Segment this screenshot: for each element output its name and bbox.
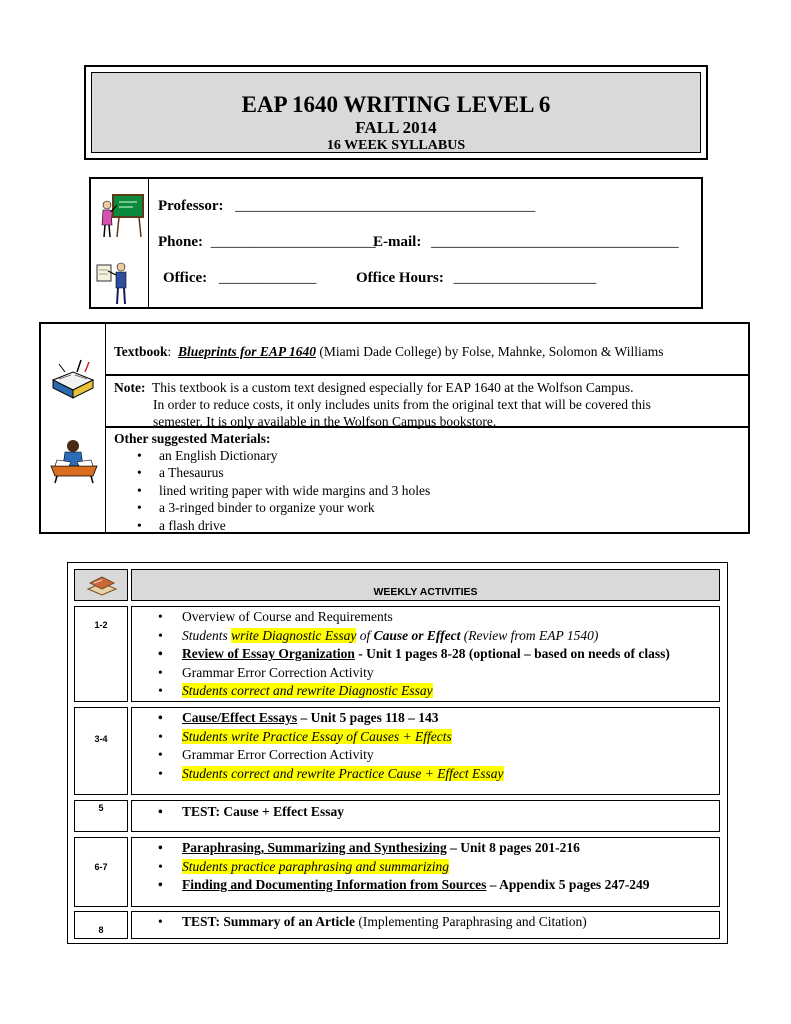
highlighted-text: Students write Practice Essay of Causes + Effects: [182, 728, 452, 744]
materials-list: [114, 447, 430, 534]
list-item: [182, 664, 719, 683]
week-number: 3-4: [94, 734, 108, 744]
course-term: FALL 2014: [355, 118, 437, 137]
list-item: • a 3-ringed binder to organize your work: [159, 499, 430, 516]
list-item: [182, 746, 719, 765]
professor-blank: ________________________________________: [235, 198, 536, 214]
activity-text: Overview of Course and Requirements: [182, 609, 393, 624]
textbook-box: [39, 322, 750, 534]
weekly-header: WEEKLY ACTIVITIES: [373, 586, 478, 598]
materials-section: [114, 430, 430, 534]
activity-text: Grammar Error Correction Activity: [182, 747, 374, 763]
office-hours-label: Office Hours:: [356, 270, 444, 286]
office-hours-row: [356, 270, 596, 287]
textbook-label: Textbook: [114, 344, 168, 359]
phone-label: Phone:: [158, 234, 203, 250]
list-item: [182, 839, 719, 858]
activity-text: Review of Essay Organization: [182, 646, 355, 662]
professor-row: [158, 198, 535, 215]
week-number: 6-7: [94, 862, 108, 872]
activity-text: Finding and Documenting Information from Sources: [182, 877, 487, 893]
activity-text: – Unit 5 pages 118 – 143: [297, 710, 439, 725]
activity-text: TEST: Cause + Effect Essay: [182, 804, 344, 819]
phone-blank: ______________________: [210, 234, 376, 250]
list-item: [182, 627, 719, 646]
teacher-chalkboard-icon: [95, 193, 147, 243]
list-item: [182, 765, 719, 784]
book-stack-icon: [85, 573, 119, 597]
list-item: [182, 913, 719, 932]
activity-list: [132, 803, 719, 822]
header-icon-cell: [74, 569, 128, 601]
week-cell: [74, 606, 128, 702]
phone-row: [158, 234, 376, 251]
activity-list: [132, 709, 719, 783]
activities-cell: [131, 837, 720, 907]
email-row: [373, 234, 679, 251]
textbook-note: [114, 379, 651, 430]
divider: [106, 374, 748, 376]
highlighted-text: Students practice paraphrasing and summarizing: [182, 858, 450, 874]
activity-text: Paraphrasing, Summarizing and Synthesizing: [182, 840, 447, 855]
week-cell: [74, 707, 128, 795]
weekly-activities-table: [67, 562, 728, 944]
course-title: EAP 1640 WRITING LEVEL 6: [241, 92, 551, 117]
activity-text: – Unit 8 pages 201-216: [446, 840, 580, 855]
week-cell: [74, 800, 128, 832]
activities-cell: [131, 707, 720, 795]
email-label: E-mail:: [373, 234, 422, 250]
divider: [106, 426, 748, 428]
textbook-colon: :: [167, 344, 172, 359]
student-studying-icon: [47, 436, 101, 484]
activity-text: Cause or Effect: [373, 627, 461, 643]
week-number: 1-2: [94, 620, 108, 630]
weekly-header-cell: [131, 569, 720, 601]
activity-text: - Unit 1 pages 8-28 (optional – based on needs of class): [354, 646, 670, 662]
week-number: 5: [98, 803, 104, 813]
professor-info-box: [89, 177, 703, 309]
activity-text: of: [356, 627, 374, 643]
title-box: [84, 65, 708, 160]
highlighted-text: Students correct and rewrite Diagnostic Essay: [182, 683, 433, 699]
list-item: [182, 876, 719, 895]
note-line-1: This textbook is a custom text designed especially for EAP 1640 at the Wolfson Campus.: [152, 380, 634, 395]
professor-illustrations: [91, 179, 149, 307]
activity-list: [132, 608, 719, 701]
activity-text: Students: [182, 627, 232, 643]
office-blank: _____________: [218, 270, 317, 286]
activity-text: Grammar Error Correction Activity: [182, 664, 374, 680]
list-item: • lined writing paper with wide margins and 3 holes: [159, 482, 430, 499]
note-line-2: In order to reduce costs, it only includes units from the original text that will be covered this: [153, 397, 651, 412]
teacher-pointer-icon: [95, 259, 147, 309]
list-item: [182, 645, 719, 664]
activity-text: Cause/Effect Essays: [182, 710, 298, 725]
week-cell: [74, 837, 128, 907]
list-item: [182, 858, 719, 877]
activity-text: (Implementing Paraphrasing and Citation): [355, 914, 587, 929]
activity-list: [132, 839, 719, 895]
textbook-line: [114, 343, 664, 360]
highlighted-text: write Diagnostic Essay: [231, 627, 357, 643]
textbook-illustrations: [41, 324, 106, 532]
email-blank: _________________________________: [431, 234, 679, 250]
list-item: [182, 682, 719, 701]
list-item: • a flash drive: [159, 517, 430, 534]
course-subtitle: 16 WEEK SYLLABUS: [326, 138, 466, 153]
textbook-details: (Miami Dade College) by Folse, Mahnke, Solomon & Williams: [315, 344, 664, 359]
list-item: [182, 709, 719, 728]
highlighted-text: Students correct and rewrite Practice Cause + Effect Essay: [182, 765, 504, 781]
activity-list: [132, 913, 719, 932]
list-item: [182, 803, 719, 822]
activity-text: (Review from EAP 1540): [460, 627, 599, 643]
list-item: • an English Dictionary: [159, 447, 430, 464]
professor-label: Professor:: [158, 198, 224, 214]
note-line-3: semester. It is only available in the Wolfson Campus bookstore.: [153, 414, 497, 429]
list-item: [182, 728, 719, 747]
week-cell: [74, 911, 128, 939]
activities-cell: [131, 606, 720, 702]
week-number: 8: [98, 925, 104, 935]
office-row: [163, 270, 316, 287]
activity-text: TEST: Summary of an Article: [182, 914, 355, 929]
office-label: Office:: [163, 270, 208, 286]
note-label: Note:: [114, 380, 146, 395]
textbook-title: Blueprints for EAP 1640: [178, 344, 316, 359]
title-panel: [91, 72, 701, 153]
activities-cell: [131, 800, 720, 832]
books-icon: [47, 358, 99, 404]
list-item: • a Thesaurus: [159, 464, 430, 481]
activities-cell: [131, 911, 720, 939]
materials-label: Other suggested Materials:: [114, 431, 271, 446]
office-hours-blank: ___________________: [453, 270, 597, 286]
activity-text: – Appendix 5 pages 247-249: [486, 877, 650, 893]
list-item: [182, 608, 719, 627]
